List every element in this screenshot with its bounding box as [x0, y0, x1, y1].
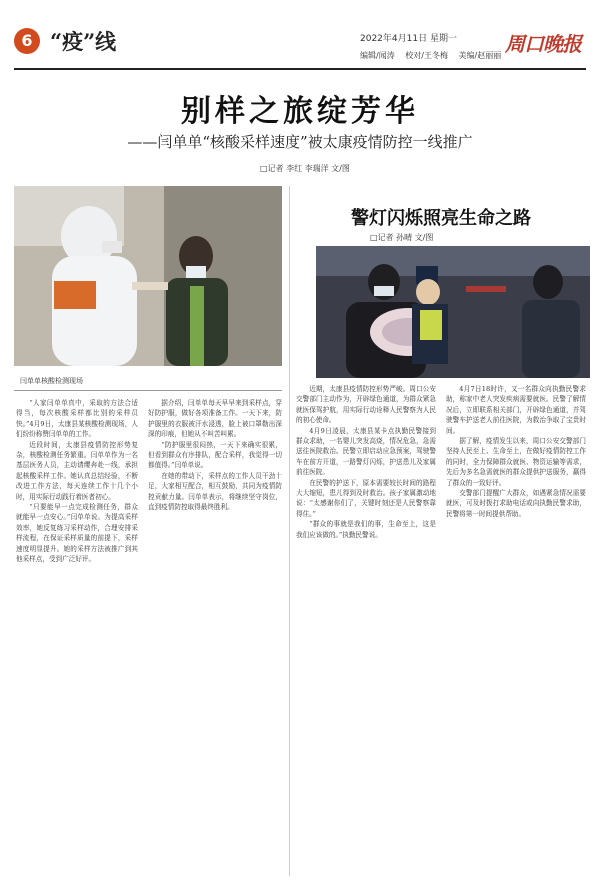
- proofreader-credit: 校对/王冬梅: [405, 51, 448, 60]
- article2-byline: □记者 孙晴 文/图: [370, 233, 434, 242]
- article-paragraph: 近期，太康县疫情防控形势严峻。周口公安交警部门主动作为，开辟绿色通道，为群众紧急就医保驾护航，用实际行动诠释人民警察为人民的初心使命。: [296, 385, 436, 425]
- article-paragraph: 4月7日18时许，又一名群众向执勤民警求助，称家中老人突发疾病需要就医。民警了解情况后，立即联系相关部门，开辟绿色通道，并驾驶警车护送老人前往医院，为救治争取了宝贵时间。: [446, 385, 586, 435]
- article-paragraph: 4月9日凌晨，太康县某卡点执勤民警接到群众求助，一名婴儿突发高烧，情况危急，急需送往医院救治。民警立即启动应急预案，驾驶警车在前方开道，一路警灯闪烁，护送患儿及家属前往医院。: [296, 426, 436, 477]
- column-name: “疫”线: [50, 29, 117, 54]
- article-column-1: [16, 398, 138, 876]
- article-paragraph: 在她的带动下，采样点的工作人员干劲十足，大家相互配合，相互鼓励，共同为疫情防控贡献力量。闫单单表示，将继续坚守岗位，直到疫情防控取得最终胜利。: [148, 471, 282, 512]
- article-paragraph: 近段时间，太康县疫情防控形势复杂，核酸检测任务繁重。闫单单作为一名基层医务人员，主动请缨奔赴一线，承担起核酸采样工作。她认真总结经验，不断改进工作方法，每天连续工作十几个小时，用实际行动践行着医者初心。: [16, 440, 138, 501]
- article-title: 别样之旅绽芳华: [181, 94, 419, 129]
- article-paragraph: 在民警的护送下，原本需要较长时间的路程大大缩短，患儿得到及时救治。孩子家属激动地说：“太感谢你们了，关键时刻还是人民警察靠得住。”: [296, 478, 436, 518]
- photo-caption: 闫单单核酸检测现场: [20, 377, 83, 385]
- article-paragraph: “群众的事就是我们的事，生命至上，这是我们应该做的。”执勤民警说。: [296, 520, 436, 539]
- article2-column-2: [446, 384, 586, 876]
- article2-title: 警灯闪烁照亮生命之路: [351, 208, 531, 229]
- article-paragraph: 据介绍，闫单单每天早早来到采样点，穿好防护服，做好各项准备工作。一天下来，防护服里的衣服被汗水浸透，脸上被口罩勒出深深的印痕，但她从不叫苦叫累。: [148, 399, 282, 439]
- article-paragraph: 交警部门提醒广大群众，如遇紧急情况需要就医，可及时拨打求助电话或向执勤民警求助，民警将第一时间提供帮助。: [446, 489, 586, 518]
- header-rule: [14, 68, 586, 70]
- article-paragraph: “防护服里很闷热，一天下来确实很累，但看到群众有序排队，配合采样，我觉得一切都值得。”闫单单说。: [148, 440, 282, 470]
- article-column-2: [148, 398, 282, 876]
- article-subtitle: ——闫单单“核酸采样速度”被太康疫情防控一线推广: [127, 133, 473, 151]
- article-byline: □记者 李红 李瑞洋 文/图: [260, 164, 350, 173]
- sampling-photo-image: [14, 186, 282, 366]
- sampling-photo: [14, 186, 282, 366]
- article-paragraph: “人家闫单单真中，采取的方法合适得当，每次核酸采样都比别的采样员快。”4月9日，太康县某核酸检测现场，人们纷纷称赞闫单单的工作。: [16, 399, 138, 439]
- page-header: [0, 0, 600, 82]
- caption-rule: [14, 390, 282, 391]
- editor-credit: 编辑/闻涛: [360, 51, 395, 60]
- page-number-badge: 6: [14, 28, 40, 54]
- article-paragraph: 据了解，疫情发生以来，周口公安交警部门坚持人民至上、生命至上，在做好疫情防控工作的同时，全力保障群众就医、物资运输等需求，先后为多名急需就医的群众提供护送服务，赢得了群众的一致好评。: [446, 437, 586, 487]
- column-divider: [289, 186, 290, 876]
- paper-logo: 周口晚报: [505, 32, 581, 56]
- editor-line: [360, 50, 509, 61]
- article-paragraph: “只要能早一点完成检测任务，群众就能早一点安心。”闫单单说。为提高采样效率，她反复练习采样动作，合理安排采样流程，在保证采样质量的前提下，采样速度明显提升。她的采样方法被推广到其他采样点，受到广泛好评。: [16, 503, 138, 564]
- police-escort-photo: [316, 246, 590, 378]
- article2-column-1: [296, 384, 436, 876]
- police-escort-photo-image: [316, 246, 590, 378]
- issue-date: 2022年4月11日 星期一: [360, 34, 457, 44]
- designer-credit: 美编/赵丽丽: [458, 51, 502, 60]
